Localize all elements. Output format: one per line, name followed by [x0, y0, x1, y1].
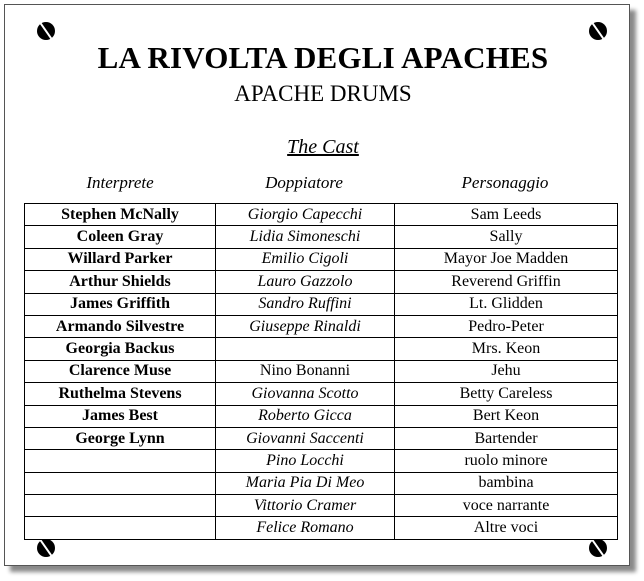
film-title: LA RIVOLTA DEGLI APACHES — [97, 40, 549, 75]
table-row — [25, 405, 618, 427]
cast-character-cell: Sally — [395, 226, 618, 248]
cast-character-cell: Bert Keon — [395, 405, 618, 427]
cast-character-cell: Bartender — [395, 427, 618, 449]
table-row — [25, 226, 618, 248]
cast-character-cell: Altre voci — [395, 517, 618, 539]
cast-dubber-cell: Lauro Gazzolo — [216, 271, 395, 293]
cast-heading: The Cast — [287, 136, 359, 158]
cast-character-cell: ruolo minore — [395, 450, 618, 472]
cast-dubber-cell: Giorgio Capecchi — [216, 204, 395, 226]
cast-dubber-cell: Maria Pia Di Meo — [216, 472, 395, 494]
column-header-personaggio: Personaggio — [461, 173, 549, 192]
table-row — [25, 248, 618, 270]
cast-actor-cell — [25, 472, 216, 494]
screw-icon — [37, 22, 55, 40]
cast-actor-cell: Arthur Shields — [25, 271, 216, 293]
column-header-interprete: Interprete — [86, 173, 154, 192]
cast-character-cell: Jehu — [395, 360, 618, 382]
cast-dubber-cell: Giovanna Scotto — [216, 383, 395, 405]
cast-actor-cell: James Griffith — [25, 293, 216, 315]
cast-character-cell: Lt. Glidden — [395, 293, 618, 315]
cast-character-cell: Pedro-Peter — [395, 315, 618, 337]
column-header-doppiatore: Doppiatore — [265, 173, 343, 192]
cast-character-cell: Mrs. Keon — [395, 338, 618, 360]
cast-actor-cell: Ruthelma Stevens — [25, 383, 216, 405]
cast-character-cell: Mayor Joe Madden — [395, 248, 618, 270]
cast-character-cell: voce narrante — [395, 495, 618, 517]
cast-actor-cell — [25, 450, 216, 472]
cast-plaque — [4, 4, 630, 566]
cast-dubber-cell: Sandro Ruffini — [216, 293, 395, 315]
cast-actor-cell: George Lynn — [25, 427, 216, 449]
table-row — [25, 338, 618, 360]
screw-icon — [589, 22, 607, 40]
cast-table — [24, 203, 618, 540]
table-row — [25, 383, 618, 405]
cast-dubber-cell: Lidia Simoneschi — [216, 226, 395, 248]
cast-actor-cell: Georgia Backus — [25, 338, 216, 360]
cast-actor-cell: Armando Silvestre — [25, 315, 216, 337]
table-row — [25, 271, 618, 293]
cast-character-cell: Betty Careless — [395, 383, 618, 405]
cast-character-cell: Sam Leeds — [395, 204, 618, 226]
screw-icon — [589, 539, 607, 557]
table-row — [25, 204, 618, 226]
table-row — [25, 495, 618, 517]
cast-dubber-cell: Vittorio Cramer — [216, 495, 395, 517]
cast-dubber-cell: Giuseppe Rinaldi — [216, 315, 395, 337]
cast-actor-cell: James Best — [25, 405, 216, 427]
cast-dubber-cell: Pino Locchi — [216, 450, 395, 472]
cast-actor-cell — [25, 495, 216, 517]
table-row — [25, 472, 618, 494]
cast-actor-cell — [25, 517, 216, 539]
table-row — [25, 315, 618, 337]
cast-dubber-cell: Emilio Cigoli — [216, 248, 395, 270]
cast-dubber-cell: Nino Bonanni — [216, 360, 395, 382]
cast-character-cell: bambina — [395, 472, 618, 494]
table-row — [25, 517, 618, 539]
cast-character-cell: Reverend Griffin — [395, 271, 618, 293]
table-row — [25, 360, 618, 382]
table-row — [25, 450, 618, 472]
film-original-title: APACHE DRUMS — [234, 81, 412, 106]
cast-dubber-cell: Roberto Gicca — [216, 405, 395, 427]
screw-icon — [37, 539, 55, 557]
cast-actor-cell: Willard Parker — [25, 248, 216, 270]
cast-actor-cell: Coleen Gray — [25, 226, 216, 248]
cast-actor-cell: Stephen McNally — [25, 204, 216, 226]
cast-actor-cell: Clarence Muse — [25, 360, 216, 382]
table-row — [25, 427, 618, 449]
table-row — [25, 293, 618, 315]
cast-dubber-cell: Giovanni Saccenti — [216, 427, 395, 449]
cast-dubber-cell: Felice Romano — [216, 517, 395, 539]
cast-dubber-cell — [216, 338, 395, 360]
